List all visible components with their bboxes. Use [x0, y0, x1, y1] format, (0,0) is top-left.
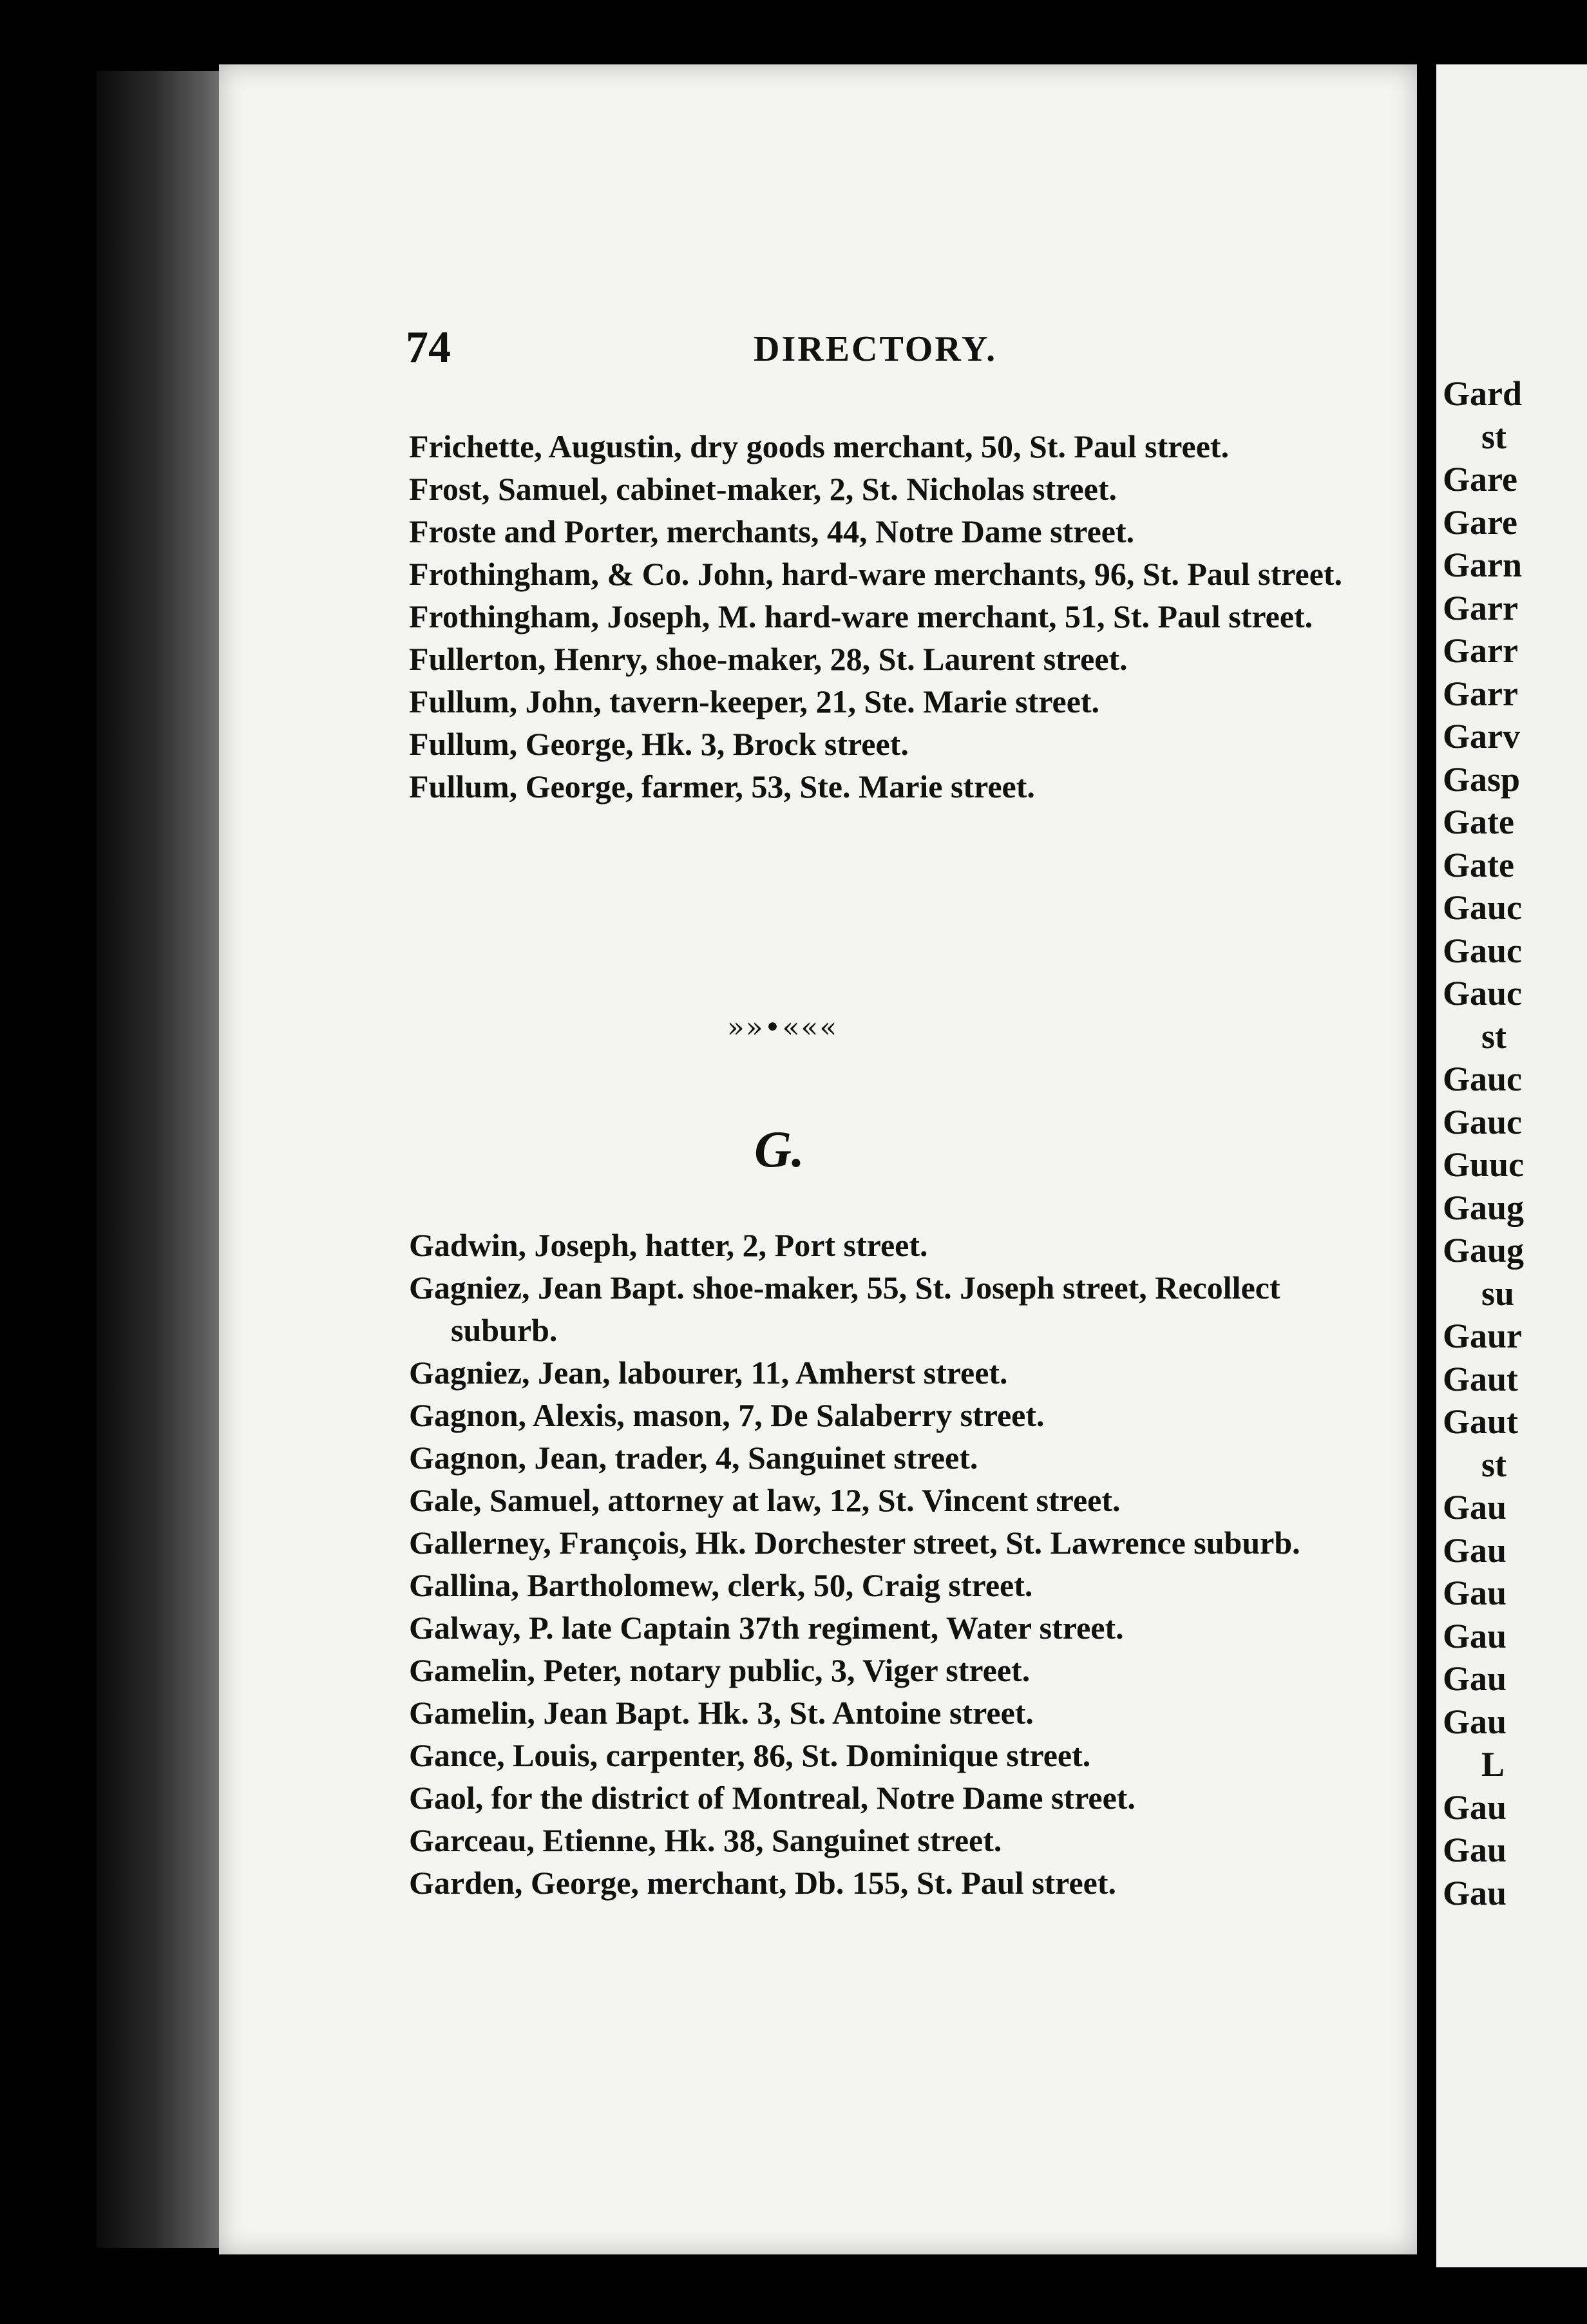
directory-entry: Gagniez, Jean, labourer, 11, Amherst street. — [409, 1355, 1008, 1391]
facing-page-fragment: Gasp — [1443, 759, 1521, 799]
facing-page-fragment: Gaug — [1443, 1188, 1525, 1227]
directory-entry: Gamelin, Jean Bapt. Hk. 3, St. Antoine street. — [409, 1695, 1034, 1731]
facing-page-fragment: su — [1481, 1273, 1515, 1313]
facing-page-fragment: Guuc — [1443, 1145, 1525, 1184]
directory-entry: Gance, Louis, carpenter, 86, St. Dominique street. — [409, 1737, 1091, 1773]
facing-page-fragment: Gauc — [1443, 888, 1523, 927]
facing-page-fragment: Gau — [1443, 1488, 1507, 1527]
directory-entry: Fullum, George, farmer, 53, Ste. Marie street. — [409, 768, 1035, 805]
directory-entry: Gagnon, Alexis, mason, 7, De Salaberry street. — [409, 1397, 1045, 1433]
directory-entry: Frost, Samuel, cabinet-maker, 2, St. Nicholas street. — [409, 471, 1117, 507]
directory-entry: Gaol, for the district of Montreal, Notre Dame street. — [409, 1780, 1136, 1816]
facing-page-fragment: Gard — [1443, 374, 1523, 413]
facing-page-fragment: Gaut — [1443, 1359, 1519, 1398]
section-heading-g — [219, 1121, 1417, 1179]
directory-page — [219, 64, 1417, 2254]
facing-page-fragment: Gaut — [1443, 1402, 1519, 1441]
ornament-glyphs: »»•««« — [727, 1011, 839, 1044]
facing-page-fragment: Gau — [1443, 1530, 1507, 1570]
facing-page-fragment: Gau — [1443, 1616, 1507, 1655]
facing-page-fragment: Gauc — [1443, 1102, 1523, 1141]
book-spine — [97, 71, 238, 2248]
running-head: DIRECTORY. — [754, 329, 998, 369]
directory-entry: Gallina, Bartholomew, clerk, 50, Craig street. — [409, 1567, 1033, 1603]
directory-entry: Gale, Samuel, attorney at law, 12, St. Vincent street. — [409, 1482, 1121, 1518]
page-number: 74 — [406, 323, 451, 372]
directory-entry: Fullum, George, Hk. 3, Brock street. — [409, 726, 909, 762]
directory-entry: Gagniez, Jean Bapt. shoe-maker, 55, St. Joseph street, Recollect suburb. — [409, 1270, 1280, 1348]
directory-entry: Garden, George, merchant, Db. 155, St. Paul street. — [409, 1865, 1116, 1901]
directory-entry: Gadwin, Joseph, hatter, 2, Port street. — [409, 1227, 928, 1263]
directory-entry: Gagnon, Jean, trader, 4, Sanguinet street. — [409, 1440, 978, 1476]
facing-page-fragment: Gate — [1443, 803, 1514, 841]
facing-page-fragment: Gau — [1443, 1574, 1507, 1612]
facing-page-fragment: Garn — [1443, 546, 1523, 584]
facing-page-fragment: Gauc — [1443, 974, 1523, 1013]
entries-f-list — [409, 425, 1362, 808]
facing-page-edge — [1436, 64, 1587, 2267]
facing-page-fragment: Gare — [1443, 502, 1517, 542]
directory-entry: Frichette, Augustin, dry goods merchant, 50, St. Paul street. — [409, 428, 1230, 464]
facing-page-fragment: Gaug — [1443, 1231, 1525, 1270]
directory-entry: Garceau, Etienne, Hk. 38, Sanguinet street. — [409, 1822, 1002, 1858]
entries-g-list — [409, 1224, 1362, 1904]
directory-entry: Fullerton, Henry, shoe-maker, 28, St. Laurent street. — [409, 641, 1128, 677]
facing-page-fragment: Garr — [1443, 588, 1518, 627]
directory-entry: Frothingham, Joseph, M. hard-ware merchant, 51, St. Paul street. — [409, 598, 1313, 634]
directory-entry: Gamelin, Peter, notary public, 3, Viger street. — [409, 1652, 1031, 1688]
facing-page-fragment: Gate — [1443, 845, 1514, 884]
section-ornament — [219, 1011, 1417, 1044]
facing-page-fragment: L — [1481, 1745, 1505, 1784]
facing-page-fragment: Gauc — [1443, 931, 1523, 970]
section-letter: G. — [754, 1121, 804, 1178]
facing-page-fragment: Garr — [1443, 631, 1518, 670]
facing-page-fragment: st — [1481, 417, 1506, 456]
facing-page-fragment: Gau — [1443, 1702, 1507, 1741]
directory-entry: Frothingham, & Co. John, hard-ware merchants, 96, St. Paul street. — [409, 556, 1343, 592]
directory-entry: Fullum, John, tavern-keeper, 21, Ste. Marie street. — [409, 683, 1100, 719]
facing-page-fragment: Gaur — [1443, 1317, 1523, 1355]
facing-page-fragment: Gau — [1443, 1659, 1507, 1698]
page-header — [219, 322, 1417, 380]
directory-entry: Galway, P. late Captain 37th regiment, Water street. — [409, 1610, 1124, 1646]
facing-page-fragment: st — [1481, 1016, 1506, 1056]
facing-page-fragment: Garr — [1443, 674, 1518, 713]
facing-page-fragment: Garv — [1443, 717, 1520, 756]
facing-page-fragment: Gauc — [1443, 1060, 1523, 1098]
facing-page-fragment: Gau — [1443, 1831, 1507, 1869]
facing-page-fragment: Gau — [1443, 1787, 1507, 1827]
directory-entry: Gallerney, François, Hk. Dorchester street, St. Lawrence suburb. — [409, 1525, 1300, 1561]
directory-entry: Froste and Porter, merchants, 44, Notre Dame street. — [409, 513, 1135, 549]
facing-page-fragment: st — [1481, 1445, 1506, 1484]
facing-page-fragment: Gare — [1443, 460, 1517, 499]
facing-page-fragment: Gau — [1443, 1873, 1507, 1912]
